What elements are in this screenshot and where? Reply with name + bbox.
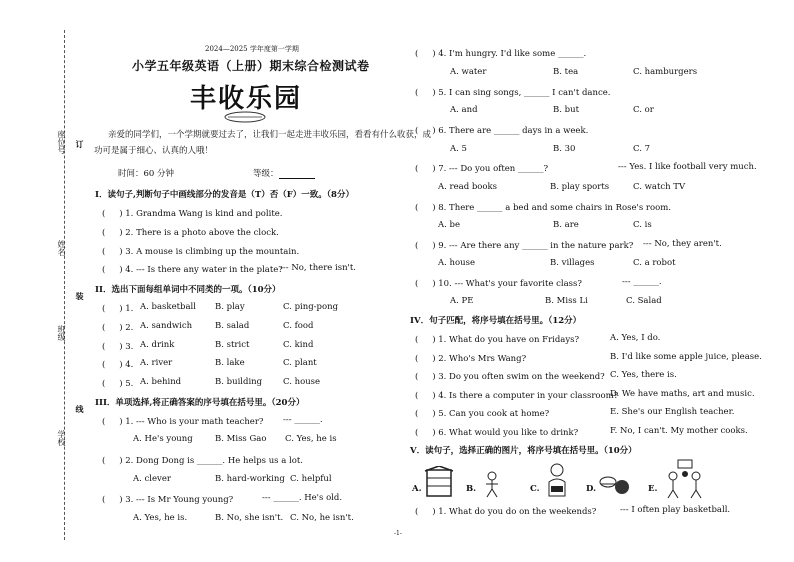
item-text: --- Is there any water in the plate? <box>136 265 283 275</box>
option-a: A. read books <box>438 182 498 192</box>
match-question: ( ) 3. Do you often swim on the weekend? <box>415 372 605 382</box>
answer-bracket[interactable]: ( ) 2. <box>102 323 134 333</box>
match-answer: F. No, I can't. My mother cooks. <box>610 426 748 436</box>
answer-bracket[interactable]: ( ) 3. <box>102 247 134 257</box>
match-answer: A. Yes, I do. <box>610 333 661 343</box>
question-text: ( ) 8. There ______ a bed and some chairs in Rose's room. <box>415 203 671 213</box>
option-a: A. clever <box>133 474 171 484</box>
bookshelf-icon <box>424 466 454 498</box>
name-label: 姓名 <box>57 240 66 256</box>
grade-field <box>253 167 315 179</box>
option-a: A. basketball <box>140 302 196 312</box>
match-answer: E. She's our English teacher. <box>610 407 735 417</box>
option-b: B. play <box>215 302 245 312</box>
option-c: C. helpful <box>290 474 332 484</box>
option-c: C. plant <box>283 358 317 368</box>
section-4-heading: IV．句子匹配，将序号填在括号里。（12分） <box>410 316 582 326</box>
picture-question-1: ( ) 1. What do you do on the weekends? <box>415 507 597 517</box>
option-b: B. lake <box>215 358 245 368</box>
class-label: 班级 <box>57 325 66 341</box>
option-c: C. hamburgers <box>633 67 698 77</box>
section-5-heading: V．读句子，选择正确的图片，将序号填在括号里。（10分） <box>410 446 637 456</box>
answer-bracket[interactable]: ( ) 2. <box>102 228 134 238</box>
question-reply: --- ______. <box>622 277 662 287</box>
match-question: ( ) 1. What do you have on Fridays? <box>415 335 580 345</box>
option-b: B. villages <box>550 258 595 268</box>
exam-title: 小学五年级英语（上册）期末综合检测试卷 <box>132 59 370 73</box>
answer-bracket[interactable]: ( ) 3. <box>102 342 134 352</box>
option-c: C. 7 <box>633 144 651 154</box>
binding-mark-ding: 订 <box>75 140 85 148</box>
picture-letter-c: C. <box>530 484 540 494</box>
match-question: ( ) 5. Can you cook at home? <box>415 409 550 419</box>
list-item <box>102 226 279 238</box>
answer-bracket[interactable]: ( ) 4. <box>102 265 134 275</box>
option-b: B. but <box>553 105 579 115</box>
banner-logo <box>190 76 303 124</box>
question-text: ( ) 9. --- Are there any ______ in the nature park? <box>415 241 634 251</box>
option-c: C. or <box>633 105 654 115</box>
option-a: A. water <box>450 67 487 77</box>
item-text: There is a photo above the clock. <box>136 228 279 238</box>
question-text: ( ) 2. Dong Dong is ______. He helps us a lot. <box>102 456 303 466</box>
item-text: A mouse is climbing up the mountain. <box>136 247 300 257</box>
option-c: C. Yes, he is <box>285 434 337 444</box>
picture-letter-a: A. <box>412 484 422 494</box>
question-reply: --- Yes. I like football very much. <box>618 162 757 172</box>
option-b: B. play sports <box>550 182 610 192</box>
option-b: B. hard-working <box>215 474 285 484</box>
picture-letter-b: B. <box>466 484 477 494</box>
picture-letter-e: E. <box>648 484 658 494</box>
option-b: B. Miss Gao <box>215 434 267 444</box>
question-reply: --- No, they aren't. <box>643 239 722 249</box>
section-2-heading: II．选出下面每组单词中不同类的一项。（10分） <box>95 285 281 295</box>
option-b: B. building <box>215 377 263 387</box>
school-label: 学校 <box>57 430 66 446</box>
option-c: C. kind <box>283 340 314 350</box>
question-reply: --- ______. He's old. <box>262 493 343 503</box>
question-text: ( ) 3. --- Is Mr Young young? <box>102 495 234 505</box>
seat-number-label: 座位号 <box>57 130 66 154</box>
option-b: B. 30 <box>553 144 576 154</box>
answer-bracket[interactable]: ( ) 1. <box>102 304 134 314</box>
match-answer: B. I'd like some apple juice, please. <box>610 352 762 362</box>
question-text: ( ) 10. --- What's your favorite class? <box>415 279 582 289</box>
option-a: A. He's young <box>133 434 193 444</box>
option-b: B. are <box>553 220 579 230</box>
intro-line-2: 功可是属于细心、认真的人哦！ <box>94 146 214 156</box>
match-answer: D. We have maths, art and music. <box>610 389 755 399</box>
option-b: B. salad <box>215 321 250 331</box>
answer-bracket[interactable]: ( ) 5. <box>102 379 134 389</box>
option-a: A. house <box>438 258 476 268</box>
child-reading-icon <box>542 462 572 500</box>
grade-blank[interactable] <box>279 178 315 179</box>
match-answer: C. Yes, there is. <box>610 370 677 380</box>
wheat-icon <box>210 110 280 124</box>
answer-bracket[interactable]: ( ) 4. <box>102 360 134 370</box>
list-item <box>102 263 283 275</box>
banner-text: 丰收乐园 <box>190 84 303 114</box>
binding-mark-xian: 线 <box>75 405 85 413</box>
person-walking-icon <box>480 470 504 498</box>
basketball-players-icon <box>662 458 708 500</box>
answer-bracket[interactable]: ( ) 1. <box>102 209 134 219</box>
list-item <box>102 207 283 219</box>
section-1-heading: I．读句子,判断句子中画线部分的发音是（T）否（F）一致。（8分） <box>95 190 354 200</box>
option-a: A. drink <box>140 340 175 350</box>
option-a: A. Yes, he is. <box>133 513 188 523</box>
seat-number-blank[interactable] <box>62 160 70 161</box>
question-reply: --- ______. <box>283 415 323 425</box>
option-b: B. strict <box>215 340 250 350</box>
question-text: ( ) 4. I'm hungry. I'd like some ______. <box>415 49 587 59</box>
question-text: ( ) 7. --- Do you often ______? <box>415 164 549 174</box>
semester-label: 2024—2025 学年度第一学期 <box>205 45 299 53</box>
question-text: ( ) 5. I can sing songs, ______ I can't dance. <box>415 88 611 98</box>
food-icon <box>598 470 632 498</box>
option-a: A. behind <box>140 377 182 387</box>
match-question: ( ) 2. Who's Mrs Wang? <box>415 354 527 364</box>
time-label: 时间：60 分钟 <box>118 169 175 179</box>
option-a: A. river <box>140 358 173 368</box>
list-item <box>102 245 299 257</box>
intro-line-1: 亲爱的同学们，一个学期就要过去了，让我们一起走进丰收乐园，看看有什么收获，成 <box>108 130 432 140</box>
option-c: C. watch TV <box>633 182 686 192</box>
picture-letter-d: D. <box>586 484 597 494</box>
option-a: A. PE <box>450 296 474 306</box>
match-question: ( ) 4. Is there a computer in your classroom? <box>415 391 619 401</box>
option-c: C. No, he isn't. <box>290 513 354 523</box>
match-question: ( ) 6. What would you like to drink? <box>415 428 579 438</box>
grade-label: 等级： <box>253 169 279 179</box>
item-text: Grandma Wang is kind and polite. <box>136 209 283 219</box>
question-text: ( ) 6. There are ______ days in a week. <box>415 126 589 136</box>
option-c: C. ping-pong <box>283 302 339 312</box>
option-c: C. is <box>633 220 652 230</box>
option-c: C. food <box>283 321 314 331</box>
picture-question-1-reply: --- I often play basketball. <box>620 505 731 515</box>
option-a: A. sandwich <box>140 321 193 331</box>
option-a: A. and <box>450 105 478 115</box>
option-c: C. house <box>283 377 321 387</box>
question-text: ( ) 1. --- Who is your math teacher? <box>102 417 264 427</box>
option-b: B. No, she isn't. <box>215 513 284 523</box>
item-reply: --- No, there isn't. <box>280 263 357 273</box>
binding-mark-zhuang: 装 <box>75 292 85 300</box>
fold-line <box>64 30 65 540</box>
option-c: C. Salad <box>626 296 662 306</box>
option-b: B. Miss Li <box>545 296 588 306</box>
section-3-heading: III．单项选择,将正确答案的序号填在括号里。（20分） <box>95 398 305 408</box>
option-c: C. a robot <box>633 258 676 268</box>
option-b: B. tea <box>553 67 579 77</box>
page-number: -1- <box>394 530 402 537</box>
option-a: A. 5 <box>450 144 467 154</box>
option-a: A. be <box>438 220 461 230</box>
